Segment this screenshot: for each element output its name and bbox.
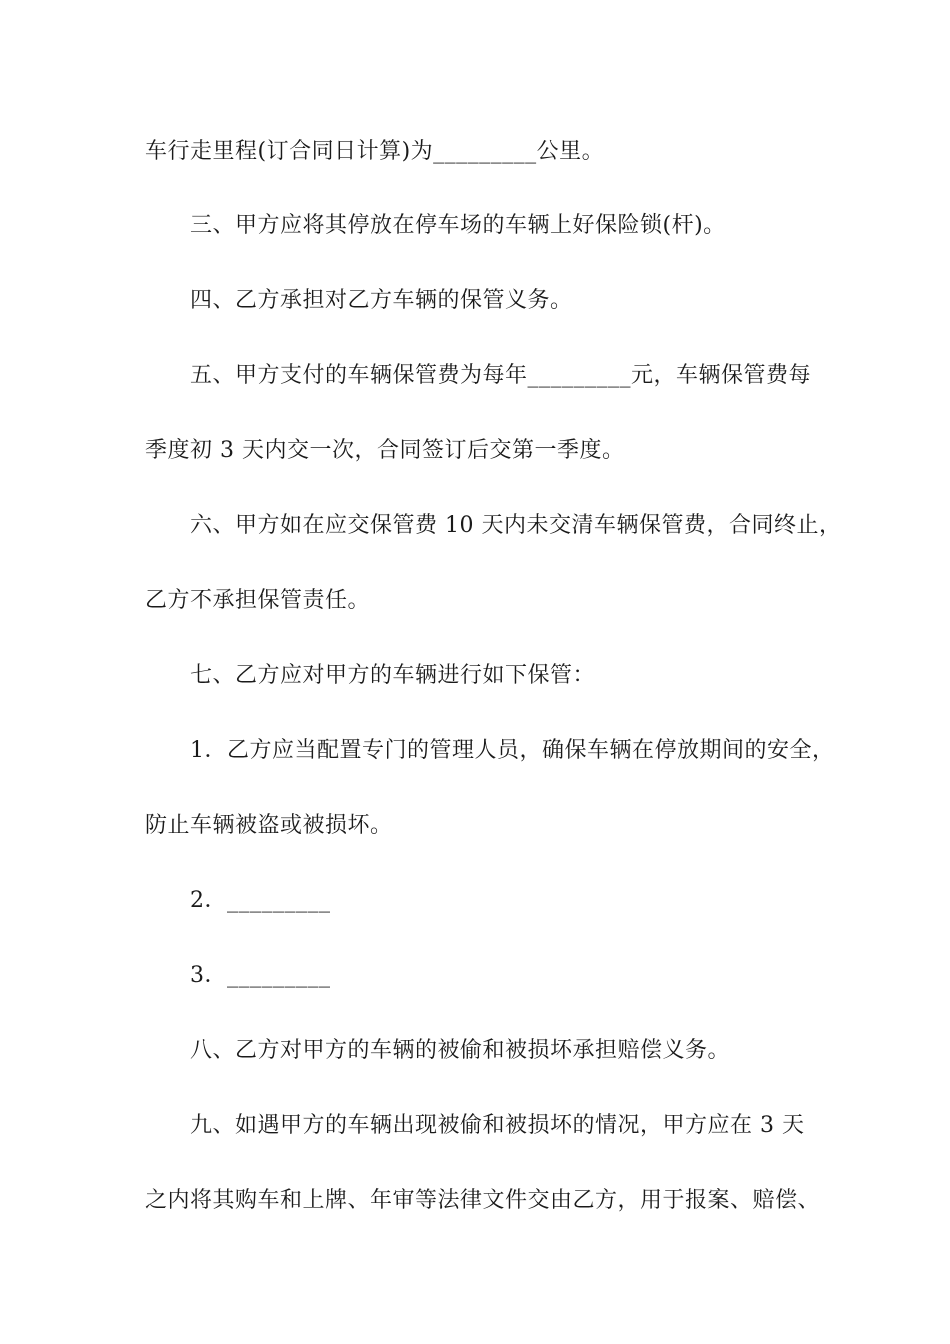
clause-9-continued: 之内将其购车和上牌、年审等法律文件交由乙方，用于报案、赔偿、 <box>145 1188 821 1213</box>
clause-7-item-2: 2．_________ <box>190 888 331 913</box>
clause-8: 八、乙方对甲方的车辆的被偷和被损坏承担赔偿义务。 <box>190 1038 731 1063</box>
text-line-mileage: 车行走里程(订合同日计算)为_________公里。 <box>145 139 605 164</box>
clause-7-item-1-continued: 防止车辆被盗或被损坏。 <box>145 813 393 838</box>
clause-6-continued: 乙方不承担保管责任。 <box>145 588 371 613</box>
clause-5-continued: 季度初 3 天内交一次，合同签订后交第一季度。 <box>145 438 625 463</box>
clause-6: 六、甲方如在应交保管费 10 天内未交清车辆保管费，合同终止， <box>190 513 842 538</box>
clause-9: 九、如遇甲方的车辆出现被偷和被损坏的情况，甲方应在 3 天 <box>190 1113 805 1138</box>
clause-5: 五、甲方支付的车辆保管费为每年_________元，车辆保管费每 <box>190 363 812 388</box>
clause-3: 三、甲方应将其停放在停车场的车辆上好保险锁(杆)。 <box>190 213 726 238</box>
clause-7-item-1: 1．乙方应当配置专门的管理人员，确保车辆在停放期间的安全， <box>190 738 835 763</box>
clause-7-item-3: 3．_________ <box>190 963 331 988</box>
clause-4: 四、乙方承担对乙方车辆的保管义务。 <box>190 288 573 313</box>
clause-7: 七、乙方应对甲方的车辆进行如下保管： <box>190 663 596 688</box>
